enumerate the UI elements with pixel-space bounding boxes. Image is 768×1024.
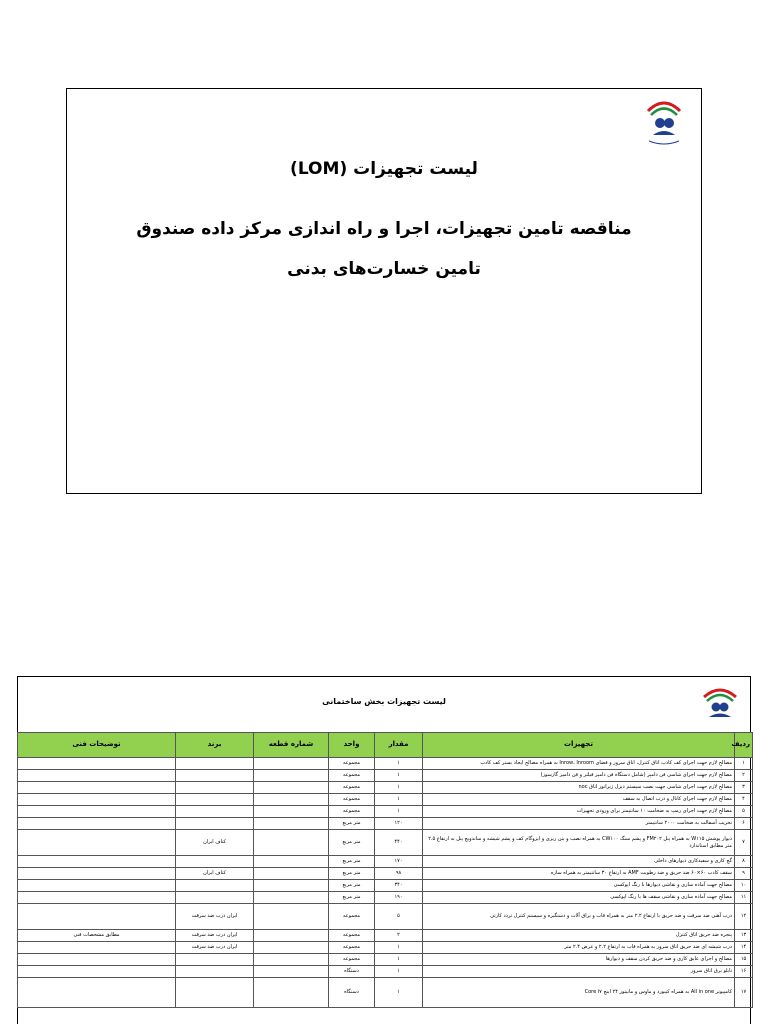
equipment-table: [17, 732, 753, 1008]
row-number-cell: ۱۳: [735, 930, 753, 942]
organization-logo-icon: [643, 93, 685, 149]
table-row: [18, 892, 753, 904]
technical-notes-cell: [18, 758, 176, 770]
row-number-cell: ۴: [735, 794, 753, 806]
row-number-cell: ۱۱: [735, 892, 753, 904]
part-number-cell: [254, 966, 329, 978]
quantity-cell: ۱: [375, 794, 423, 806]
unit-cell: متر مربع: [329, 818, 375, 830]
technical-notes-cell: [18, 830, 176, 856]
table-row: [18, 856, 753, 868]
equipment-cell: مصالح جهت آماده سازی و نقاشی سقف ها با رنگ اپوکسی: [423, 892, 735, 904]
part-number-cell: [254, 782, 329, 794]
equipment-cell: مصالح لازم جهت اجرای کانال و درب اتصال به سقف: [423, 794, 735, 806]
row-number-cell: ۱: [735, 758, 753, 770]
table-row: [18, 782, 753, 794]
quantity-cell: ۱۷۰: [375, 856, 423, 868]
header-row-number: ردیف: [735, 733, 753, 758]
part-number-cell: [254, 758, 329, 770]
part-number-cell: [254, 978, 329, 1008]
part-number-cell: [254, 830, 329, 856]
table-row: [18, 868, 753, 880]
table-row: [18, 904, 753, 930]
quantity-cell: ۲: [375, 930, 423, 942]
unit-cell: مجموعه: [329, 758, 375, 770]
technical-notes-cell: [18, 770, 176, 782]
quantity-cell: ۱: [375, 966, 423, 978]
row-number-cell: ۱۶: [735, 966, 753, 978]
table-row: [18, 966, 753, 978]
technical-notes-cell: [18, 782, 176, 794]
technical-notes-cell: [18, 856, 176, 868]
cover-line-1: مناقصه تامین تجهیزات، اجرا و راه اندازی مرکز داده صندوق: [136, 219, 632, 239]
row-number-cell: ۱۲: [735, 904, 753, 930]
unit-cell: مجموعه: [329, 942, 375, 954]
equipment-cell: مصالح لازم جهت اجرای کف کاذب اتاق کنترل، اتاق سرور و فضای Inrow، Inroom به همراه مصالح ایجاد بستر کف کاذب: [423, 758, 735, 770]
unit-cell: متر مربع: [329, 830, 375, 856]
brand-cell: ایران درب ضد سرقت: [176, 930, 254, 942]
quantity-cell: ۱: [375, 806, 423, 818]
table-row: [18, 930, 753, 942]
table-title: لیست تجهیزات بخش ساختمانی: [322, 697, 446, 706]
equipment-cell: گچ کاری و سفیدکاری دیوارهای داخلی: [423, 856, 735, 868]
brand-cell: [176, 818, 254, 830]
table-header-row: [18, 733, 753, 758]
unit-cell: دستگاه: [329, 966, 375, 978]
equipment-cell: مصالح لازم جهت اجرای رمپ به ضخامت ۱۰ سانتیمتر برای ورودی تجهیزات: [423, 806, 735, 818]
unit-cell: دستگاه: [329, 978, 375, 1008]
brand-cell: [176, 880, 254, 892]
quantity-cell: ۱: [375, 954, 423, 966]
technical-notes-cell: [18, 868, 176, 880]
quantity-cell: ۱: [375, 782, 423, 794]
row-number-cell: ۸: [735, 856, 753, 868]
equipment-cell: درب شیشه ای ضد حریق اتاق سرور به همراه قاب به ارتفاع ۲.۲ و عرض ۲.۴ متر: [423, 942, 735, 954]
row-number-cell: ۱۵: [735, 954, 753, 966]
brand-cell: کناف ایران: [176, 868, 254, 880]
brand-cell: [176, 892, 254, 904]
quantity-cell: ۵: [375, 904, 423, 930]
unit-cell: مجموعه: [329, 782, 375, 794]
part-number-cell: [254, 930, 329, 942]
equipment-cell: مصالح جهت آماده سازی و نقاشی دیوارها با رنگ اپوکسی: [423, 880, 735, 892]
technical-notes-cell: [18, 978, 176, 1008]
table-row: [18, 880, 753, 892]
brand-cell: [176, 856, 254, 868]
part-number-cell: [254, 770, 329, 782]
equipment-cell: پنجره ضد حریق اتاق کنترل: [423, 930, 735, 942]
equipment-cell: سقف کاذب ۶۰×۶۰ ضد حریق و ضد رطوبت AMF به ارتفاع ۳۰ سانتیمتر به همراه سازه: [423, 868, 735, 880]
table-row: [18, 770, 753, 782]
quantity-cell: ۳۴۰: [375, 880, 423, 892]
brand-cell: ایران درب ضد سرقت: [176, 942, 254, 954]
equipment-cell: درب آهنی ضد سرقت و ضد حریق با ارتفاع ۲.۲ متر به همراه قاب و یراق آلات و دستگیره و سیستم کنترل تردد کارتی: [423, 904, 735, 930]
header-unit: واحد: [329, 733, 375, 758]
header-part-number: شماره قطعه: [254, 733, 329, 758]
row-number-cell: ۲: [735, 770, 753, 782]
table-row: [18, 818, 753, 830]
cover-line-2: تامین خسارت‌های بدنی: [287, 259, 481, 279]
quantity-cell: ۴۴۰: [375, 830, 423, 856]
brand-cell: [176, 770, 254, 782]
table-page: [17, 676, 751, 1024]
header-quantity: مقدار: [375, 733, 423, 758]
part-number-cell: [254, 806, 329, 818]
part-number-cell: [254, 880, 329, 892]
technical-notes-cell: [18, 904, 176, 930]
brand-cell: [176, 954, 254, 966]
technical-notes-cell: [18, 880, 176, 892]
quantity-cell: ۱: [375, 978, 423, 1008]
equipment-cell: تخریب آسفالت به ضخامت ۲۰۰۰ سانتیمتر: [423, 818, 735, 830]
unit-cell: متر مربع: [329, 856, 375, 868]
brand-cell: [176, 978, 254, 1008]
technical-notes-cell: [18, 806, 176, 818]
part-number-cell: [254, 942, 329, 954]
unit-cell: مجموعه: [329, 806, 375, 818]
brand-cell: ایران درب ضد سرقت: [176, 904, 254, 930]
table-row: [18, 758, 753, 770]
table-row: [18, 942, 753, 954]
row-number-cell: ۵: [735, 806, 753, 818]
unit-cell: مجموعه: [329, 794, 375, 806]
brand-cell: [176, 758, 254, 770]
equipment-cell: مصالح و اجرای عایق کاری و ضد حریق کردن سقف و دیوارها: [423, 954, 735, 966]
part-number-cell: [254, 856, 329, 868]
row-number-cell: ۹: [735, 868, 753, 880]
unit-cell: مجموعه: [329, 770, 375, 782]
brand-cell: [176, 806, 254, 818]
unit-cell: مجموعه: [329, 930, 375, 942]
cover-page: [66, 88, 702, 494]
brand-cell: [176, 782, 254, 794]
row-number-cell: ۱۴: [735, 942, 753, 954]
table-row: [18, 954, 753, 966]
part-number-cell: [254, 868, 329, 880]
quantity-cell: ۱: [375, 942, 423, 954]
row-number-cell: ۷: [735, 830, 753, 856]
technical-notes-cell: [18, 954, 176, 966]
part-number-cell: [254, 818, 329, 830]
row-number-cell: ۶: [735, 818, 753, 830]
quantity-cell: ۱: [375, 758, 423, 770]
brand-cell: [176, 794, 254, 806]
equipment-cell: کامپیوتر All in one به همراه کیبورد و ماوس و مانیتور ۲۴ اینچ Core i۷: [423, 978, 735, 1008]
technical-notes-cell: [18, 818, 176, 830]
row-number-cell: ۱۰: [735, 880, 753, 892]
technical-notes-cell: مطابق مشخصات فنی: [18, 930, 176, 942]
equipment-cell: دیوار پوشش W۱۱۵ به همراه پنل FM۲۰۲ و پشم سنگ CW۱۰۰ به همراه نصب و بتن ریزی و ایزوگام کف و پشم شیشه و ساندویچ پنل به ارتفاع ۲.۵ متر مطابق استاندارد: [423, 830, 735, 856]
table-row: [18, 806, 753, 818]
quantity-cell: ۱۹۰: [375, 892, 423, 904]
part-number-cell: [254, 954, 329, 966]
technical-notes-cell: [18, 892, 176, 904]
header-equipment: تجهیزات: [423, 733, 735, 758]
cover-title: لیست تجهیزات (LOM): [290, 159, 478, 179]
row-number-cell: ۱۷: [735, 978, 753, 1008]
brand-cell: [176, 966, 254, 978]
unit-cell: متر مربع: [329, 868, 375, 880]
header-technical-notes: توضیحات فنی: [18, 733, 176, 758]
technical-notes-cell: [18, 794, 176, 806]
equipment-cell: تابلو برق اتاق سرور: [423, 966, 735, 978]
quantity-cell: ۱۲۰: [375, 818, 423, 830]
part-number-cell: [254, 892, 329, 904]
part-number-cell: [254, 904, 329, 930]
equipment-cell: مصالح لازم جهت اجرای شاسی جهت نصب سیستم دیزل ژنراتور اتاق noc: [423, 782, 735, 794]
table-row: [18, 830, 753, 856]
row-number-cell: ۳: [735, 782, 753, 794]
header-brand: برند: [176, 733, 254, 758]
unit-cell: متر مربع: [329, 892, 375, 904]
quantity-cell: ۱: [375, 770, 423, 782]
unit-cell: متر مربع: [329, 880, 375, 892]
unit-cell: مجموعه: [329, 954, 375, 966]
brand-cell: کناف ایران: [176, 830, 254, 856]
unit-cell: مجموعه: [329, 904, 375, 930]
part-number-cell: [254, 794, 329, 806]
table-row: [18, 978, 753, 1008]
technical-notes-cell: [18, 942, 176, 954]
table-row: [18, 794, 753, 806]
equipment-cell: مصالح لازم جهت اجرای شاسی فن دامپر (شامل دستگاه فن دامپر فیلتر و فن دامپر گازسوز): [423, 770, 735, 782]
quantity-cell: ۹۸: [375, 868, 423, 880]
technical-notes-cell: [18, 966, 176, 978]
